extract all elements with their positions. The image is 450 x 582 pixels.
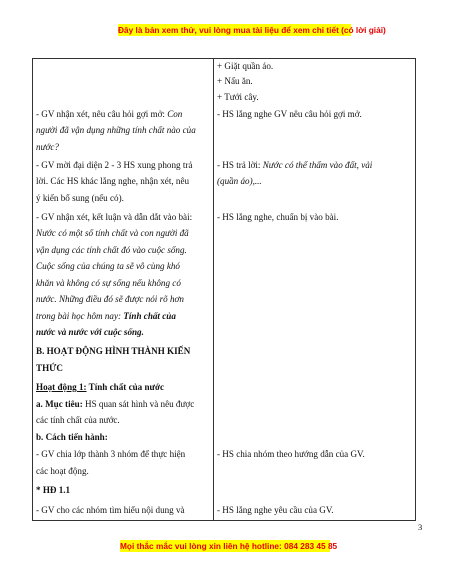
student-response-2-cont: (quần áo),... (217, 176, 262, 186)
teacher-step-1 (36, 109, 182, 120)
objective-text: HS quan sát hình và nêu được (82, 399, 195, 409)
activity-1-title: Tính chất của nước (86, 382, 165, 392)
activity-1-1-label: * HĐ 1.1 (36, 485, 71, 495)
teacher-step-5: - GV cho các nhóm tìm hiểu nội dung và (36, 505, 185, 515)
teacher-step-2-line2: lời. Các HS khác lắng nghe, nhận xét, nêu (36, 176, 190, 186)
teacher-step-3-line7 (36, 311, 176, 322)
teacher-step-4-line2: các hoạt động. (36, 466, 89, 476)
column-divider (213, 59, 214, 520)
teacher-step-3: - GV nhận xét, kết luận và dẫn dắt vào bài: (36, 212, 193, 222)
teacher-step-3-line2: Nước có một số tính chất và con người đã (36, 228, 189, 238)
teacher-step-2: - GV mời đại diện 2 - 3 HS xung phong trả (36, 160, 193, 170)
teacher-step-3-line4: Cuộc sống của chúng ta sẽ vô cùng khó (36, 261, 180, 271)
teacher-step-3-line3: vận dụng các tính chất đó vào cuộc sống. (36, 245, 187, 255)
lesson-title-part2: nước và nước với cuộc sống. (36, 327, 144, 337)
step-question: Con (167, 109, 183, 119)
response-prefix: - HS trả lời: (217, 160, 263, 170)
student-response-4: - HS chia nhóm theo hướng dẫn của GV. (217, 449, 365, 459)
objective-label: a. Mục tiêu: (36, 399, 83, 409)
teacher-step-1-line3: nước? (36, 142, 59, 152)
student-response-3: - HS lắng nghe, chuẩn bị vào bài. (217, 212, 339, 222)
teacher-step-4: - GV chia lớp thành 3 nhóm để thực hiện (36, 449, 186, 459)
bullet-watering: + Tưới cây. (217, 92, 259, 102)
objective-line2: các tính chất của nước. (36, 415, 120, 425)
intro-text: trong bài học hôm nay: (36, 311, 124, 321)
activity-1-label: Hoạt động 1: (36, 382, 87, 392)
response-answer: Nước có thể thấm vào đất, vải (262, 160, 373, 170)
teacher-step-2-line3: ý kiến bổ sung (nếu có). (36, 193, 124, 203)
step-text: - GV nhận xét, nêu câu hỏi gợi mở: (36, 109, 168, 119)
lesson-table (32, 58, 416, 521)
procedure-label: b. Cách tiến hành: (36, 432, 108, 442)
lesson-title-part1: Tính chất của (123, 311, 176, 321)
student-response-1: - HS lắng nghe GV nêu câu hỏi gợi mở. (217, 109, 362, 119)
hotline-banner: Mọi thắc mắc vui lòng xin liên hệ hotline: 084 283 45 85 (120, 541, 338, 551)
bullet-cooking: + Nấu ăn. (217, 76, 253, 86)
preview-notice-banner: Đây là bản xem thử, vui lòng mua tài liệu để xem chi tiết (có lời giải) (118, 25, 386, 35)
activity-1-heading (36, 382, 164, 393)
teacher-step-3-line6: nước. Những điều đó sẽ được nói rõ hơn (36, 294, 184, 304)
bullet-laundry: + Giặt quần áo. (217, 61, 274, 71)
section-heading-b-line2: THỨC (36, 363, 63, 373)
student-response-5: - HS lắng nghe yêu cầu của GV. (217, 505, 334, 515)
teacher-step-3-line5: khăn và không có sự sống nếu không có (36, 278, 181, 288)
page-number: 3 (418, 522, 423, 532)
teacher-step-1-line2: người đã vận dụng những tính chất nào của (36, 125, 196, 135)
student-response-2 (217, 160, 372, 171)
section-heading-b: B. HOẠT ĐỘNG HÌNH THÀNH KIẾN (36, 346, 191, 356)
objective (36, 399, 194, 410)
